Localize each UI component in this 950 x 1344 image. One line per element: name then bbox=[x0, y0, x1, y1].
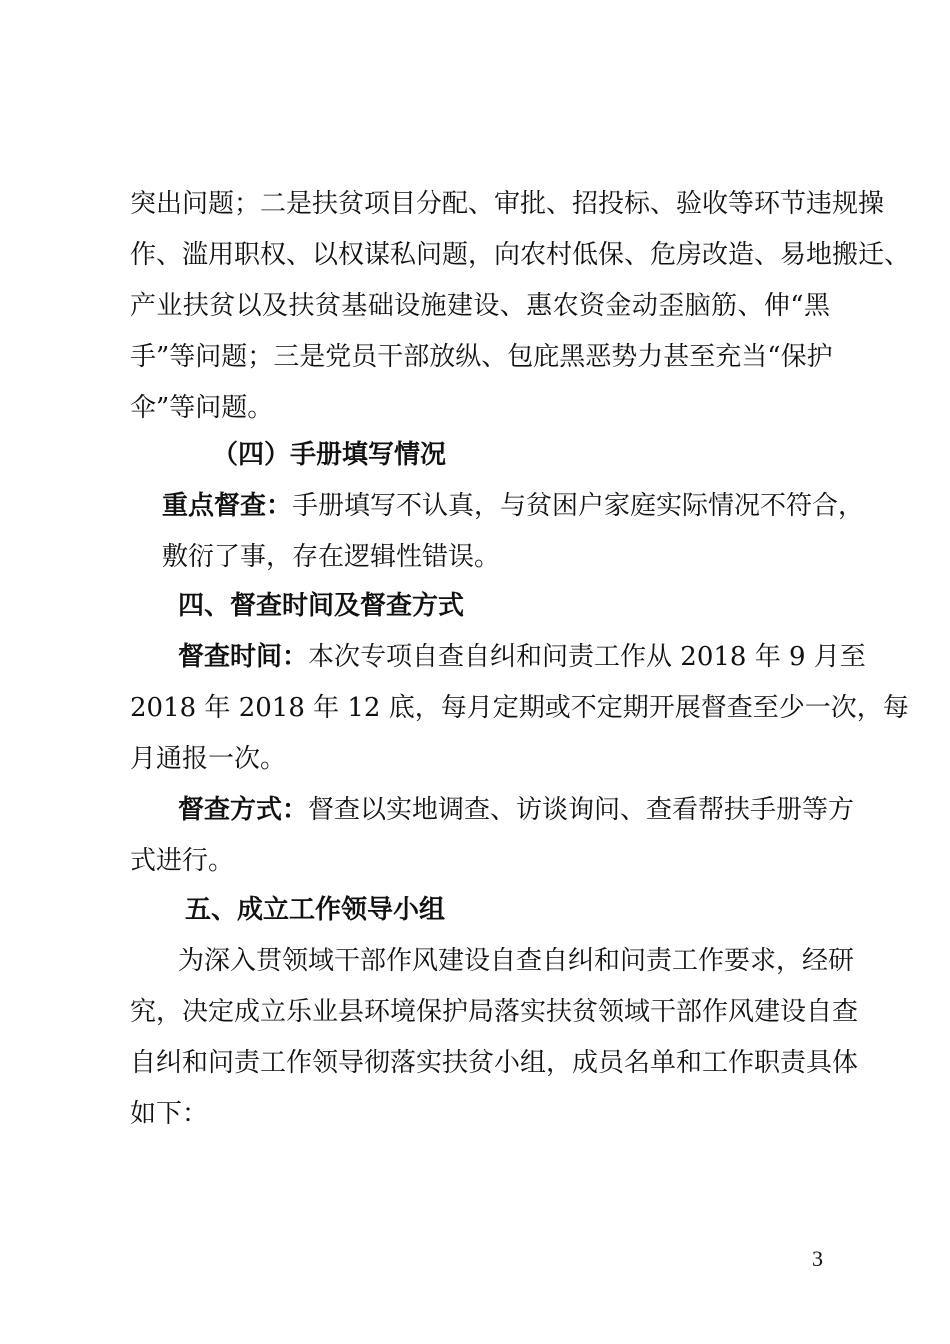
method-line-2: 式进行。 bbox=[130, 846, 235, 876]
time-text: 本次专项自查自纠和问责工作从 2018 年 9 月至 bbox=[308, 642, 866, 672]
time-line-2: 2018 年 2018 年 12 底，每月定期或不定期开展督查至少一次，每 bbox=[130, 693, 909, 723]
paragraph-line: 为深入贯领域干部作风建设自查自纠和问责工作要求，经研 bbox=[178, 946, 855, 976]
focus-label: 重点督查： bbox=[162, 491, 293, 521]
section-heading: 五、成立工作领导小组 bbox=[185, 895, 446, 925]
subsection-heading: （四）手册填写情况 bbox=[212, 440, 447, 470]
method-line-1 bbox=[178, 793, 855, 827]
section-heading: 四、督查时间及督查方式 bbox=[178, 591, 465, 621]
focus-line-2: 敷衍了事，存在逻辑性错误。 bbox=[162, 542, 501, 572]
paragraph-line: 伞”等问题。 bbox=[130, 393, 274, 423]
method-label: 督查方式： bbox=[178, 795, 309, 825]
paragraph-line: 手”等问题；三是党员干部放纵、包庇黑恶势力甚至充当“保护 bbox=[130, 342, 833, 372]
paragraph-line: 如下： bbox=[130, 1099, 209, 1129]
time-label: 督查时间： bbox=[178, 642, 309, 672]
paragraph-line: 究，决定成立乐业县环境保护局落实扶贫领域干部作风建设自查 bbox=[130, 997, 859, 1027]
focus-text: 手册填写不认真，与贫困户家庭实际情况不符合， bbox=[292, 491, 865, 521]
paragraph-line: 产业扶贫以及扶贫基础设施建设、惠农资金动歪脑筋、伸“黑 bbox=[130, 291, 830, 321]
time-line-1 bbox=[178, 640, 866, 674]
method-text: 督查以实地调查、访谈询问、查看帮扶手册等方 bbox=[308, 795, 855, 825]
time-line-3: 月通报一次。 bbox=[130, 744, 287, 774]
paragraph-line: 突出问题；二是扶贫项目分配、审批、招投标、验收等环节违规操 bbox=[130, 189, 885, 219]
focus-line-1 bbox=[162, 489, 865, 523]
page-number: 3 bbox=[812, 1246, 823, 1271]
paragraph-line: 作、滥用职权、以权谋私问题，向农村低保、危房改造、易地搬迁、 bbox=[130, 240, 911, 270]
paragraph-line: 自纠和问责工作领导彻落实扶贫小组，成员名单和工作职责具体 bbox=[130, 1048, 859, 1078]
